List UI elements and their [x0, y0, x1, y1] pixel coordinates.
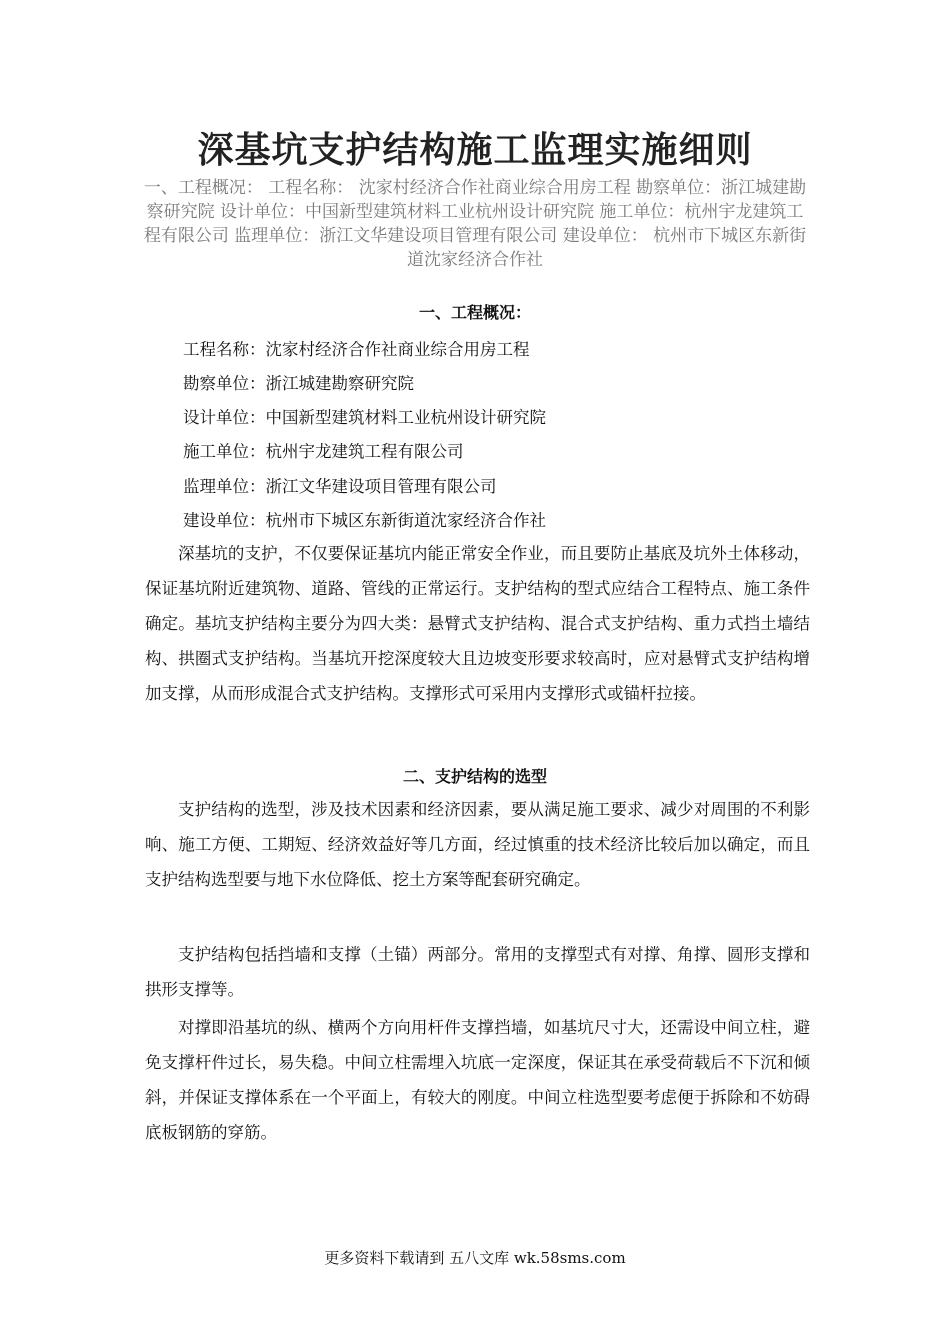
document-title: 深基坑支护结构施工监理实施细则 — [197, 129, 753, 171]
info-project-name: 工程名称：沈家村经济合作社商业综合用房工程 — [183, 340, 530, 359]
paragraph-structure-types: 支护结构包括挡墙和支撑（土锚）两部分。常用的支撑型式有对撑、角撑、圆形支撑和拱形支撑等。 — [145, 945, 810, 999]
info-survey-unit: 勘察单位：浙江城建勘察研究院 — [183, 374, 414, 393]
paragraph-selection: 支护结构的选型，涉及技术因素和经济因素，要从满足施工要求、减少对周围的不利影响、施工方便、工期短、经济效益好等几方面，经过慎重的技术经济比较后加以确定，而且支护结构选型要与地下水位降低、挖土方案等配套研究确定。 — [145, 800, 810, 889]
paragraph-support-overview: 深基坑的支护，不仅要保证基坑内能正常安全作业，而且要防止基底及坑外土体移动，保证基坑附近建筑物、道路、管线的正常运行。支护结构的型式应结合工程特点、施工条件确定。基坑支护结构主要分为四大类：悬臂式支护结构、混合式支护结构、重力式挡土墙结构、拱圈式支护结构。当基坑开挖深度较大且边坡变形要求较高时，应对悬臂式支护结构增加支撑，从而形成混合式支护结构。支撑形式可采用内支撑形式或锚杆拉接。 — [145, 544, 810, 703]
section-heading-overview: 一、工程概况： — [418, 303, 531, 322]
info-supervision-unit: 监理单位：浙江文华建设项目管理有限公司 — [183, 477, 497, 496]
info-design-unit: 设计单位：中国新型建筑材料工业杭州设计研究院 — [183, 408, 546, 427]
info-owner-unit: 建设单位：杭州市下城区东新街道沈家经济合作社 — [183, 511, 546, 530]
info-construction-unit: 施工单位：杭州宇龙建筑工程有限公司 — [183, 442, 464, 461]
paragraph-opposite-bracing: 对撑即沿基坑的纵、横两个方向用杆件支撑挡墙，如基坑尺寸大，还需设中间立柱，避免支撑杆件过长，易失稳。中间立柱需埋入坑底一定深度，保证其在承受荷载后不下沉和倾斜，并保证支撑体系在一个平面上，有较大的刚度。中间立柱选型要考虑便于拆除和不妨碍底板钢筋的穿筋。 — [145, 1018, 810, 1142]
document-summary: 一、工程概况： 工程名称： 沈家村经济合作社商业综合用房工程 勘察单位：浙江城建勘察研究院 设计单位：中国新型建筑材料工业杭州设计研究院 施工单位：杭州宇龙建筑工程有限公司 监理单位：浙江文华建设项目管理有限公司 建设单位： 杭州市下城区东新街道沈家经济合作社 — [143, 178, 807, 270]
footer-download-note: 更多资料下载请到 五八文库 wk.58sms.com — [324, 1249, 626, 1267]
section-heading-selection: 二、支护结构的选型 — [402, 767, 547, 786]
